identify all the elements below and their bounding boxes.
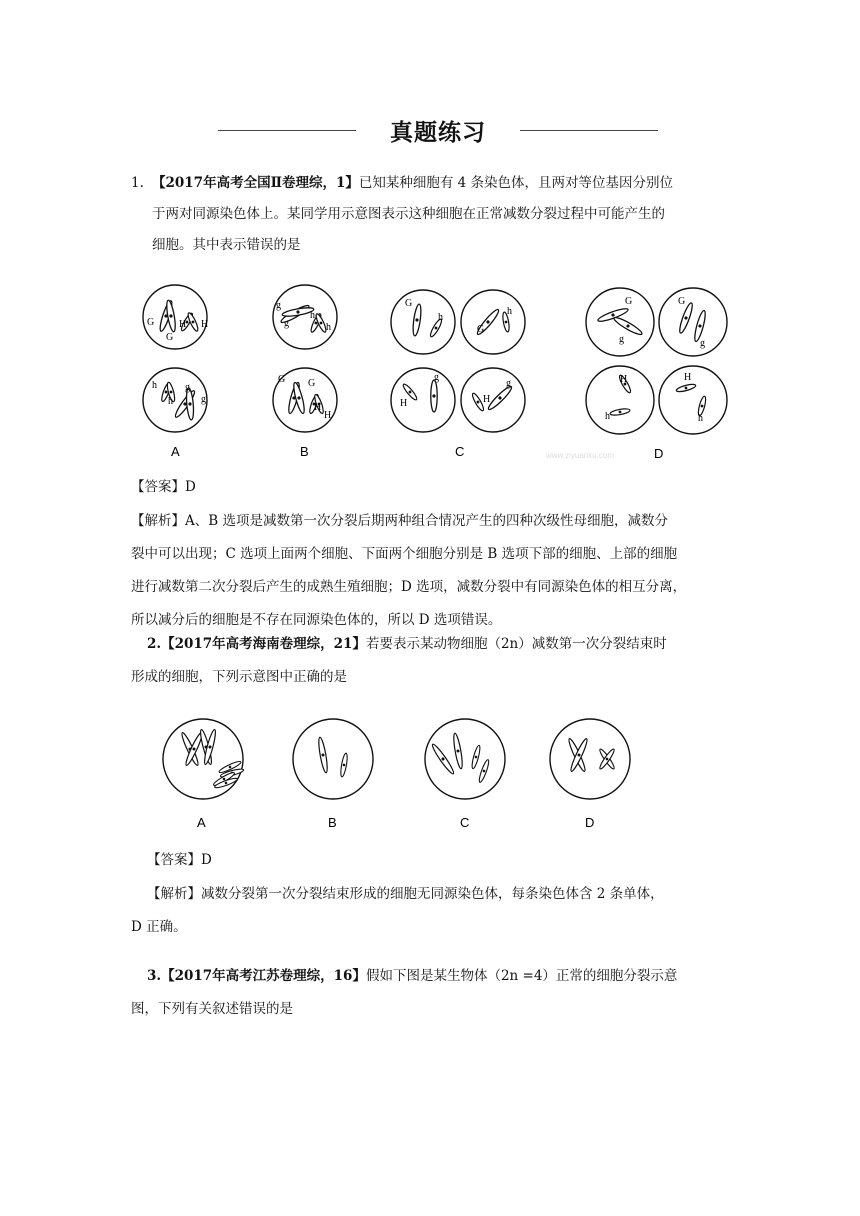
question-2 [131, 628, 731, 694]
analysis-line: 进行减数第二次分裂后产生的成熟生殖细胞；D 选项，减数分裂中有同源染色体的相互分离， [131, 579, 687, 595]
gene-label: G [405, 298, 413, 309]
question-1-analysis [131, 505, 731, 637]
q2-option-c [425, 719, 505, 830]
question-3-line1-text: 假如下图是某生物体（2n =4）正常的细胞分裂示意 [365, 968, 678, 984]
gene-label: g [201, 394, 206, 405]
gene-label: H [684, 372, 692, 383]
option-b-label: B [300, 444, 309, 459]
gene-label: h [326, 322, 331, 333]
gene-label: g [434, 372, 439, 383]
option-d-cells [586, 288, 727, 461]
q2-option-d-label: D [585, 815, 595, 830]
analysis-line: 裂中可以出现；C 选项上面两个细胞、下面两个细胞分别是 B 选项下部的细胞、上部的细胞 [131, 546, 678, 562]
question-2-line2: 形成的细胞，下列示意图中正确的是 [131, 669, 347, 685]
option-b-cells [273, 285, 337, 459]
gene-label: h [310, 310, 315, 321]
gene-label: h [152, 380, 157, 391]
title-rule-left [218, 130, 356, 131]
watermark-text: www.ziyuanku.com [546, 451, 615, 460]
question-1-line1 [131, 168, 721, 199]
page-title: 真题练习 [390, 119, 486, 146]
analysis-line: D 正确。 [131, 919, 187, 935]
question-2-source: 2.【2017年高考海南卷理综，21】 [147, 636, 366, 652]
gene-label: G [678, 296, 686, 307]
title-row [218, 110, 658, 150]
question-1-number: 1. [131, 175, 144, 191]
question-2-line1 [131, 628, 731, 661]
analysis-line: 所以减分后的细胞是不存在同源染色体的，所以 D 选项错误。 [131, 612, 502, 628]
gene-label: G [278, 374, 286, 385]
figure-1-meiosis-cells [138, 280, 728, 470]
gene-label: G [147, 317, 155, 328]
gene-label: H [324, 410, 332, 421]
question-1-source: 【2017年高考全国Ⅱ卷理综，1】 [152, 175, 359, 191]
option-a-label: A [171, 444, 180, 459]
option-c-cells [391, 290, 525, 459]
gene-label: g [506, 378, 511, 389]
gene-label: g [284, 318, 289, 329]
gene-label: G [166, 332, 174, 343]
gene-label: h [698, 413, 703, 424]
question-1-answer: 【答案】D [131, 479, 196, 495]
question-3-line2: 图，下列有关叙述错误的是 [131, 1001, 293, 1017]
question-3-source: 3.【2017年高考江苏卷理综，16】 [147, 968, 366, 984]
q2-option-c-label: C [460, 815, 470, 830]
question-2-analysis [131, 878, 731, 944]
gene-label: H [314, 402, 322, 413]
gene-label: h [507, 306, 512, 317]
question-1-line3: 细胞。其中表示错误的是 [152, 237, 301, 253]
gene-label: H [483, 394, 491, 405]
option-d-label: D [654, 446, 664, 461]
gene-label: H [201, 319, 209, 330]
gene-label: h [168, 396, 173, 407]
q2-option-b [293, 719, 373, 830]
title-rule-right [520, 130, 658, 131]
question-1-line2: 于两对同源染色体上。某同学用示意图表示这种细胞在正常减数分裂过程中可能产生的 [152, 206, 665, 222]
option-a-cells [143, 285, 208, 459]
question-1-line1-text: 已知某种细胞有 4 条染色体，且两对等位基因分别位 [358, 175, 674, 191]
figure-2-meiosis-cells [160, 715, 640, 835]
gene-label: g [619, 334, 624, 345]
option-c-label: C [455, 444, 465, 459]
gene-label: H [620, 374, 628, 385]
gene-label: G [625, 296, 633, 307]
gene-label: g [185, 382, 190, 393]
analysis-line: 【解析】A、B 选项是减数第一次分裂后期两种组合情况产生的四种次级性母细胞，减数分 [131, 513, 668, 529]
gene-label: g [700, 338, 705, 349]
question-3 [131, 960, 731, 1026]
question-1 [131, 168, 721, 261]
gene-label: g [276, 300, 281, 311]
question-2-answer: 【答案】D [147, 852, 212, 868]
gene-label: G [308, 378, 316, 389]
gene-label: H [179, 319, 187, 330]
question-2-answer-block [131, 845, 731, 876]
q2-option-d [550, 719, 630, 830]
question-2-line1-text: 若要表示某动物细胞（2n）减数第一次分裂结束时 [365, 636, 667, 652]
q2-option-a-label: A [197, 815, 206, 830]
question-3-line1 [131, 960, 731, 993]
gene-label: G [477, 324, 485, 335]
gene-label: H [400, 398, 408, 409]
analysis-line: 【解析】减数分裂第一次分裂结束形成的细胞无同源染色体，每条染色体含 2 条单体， [147, 886, 664, 902]
gene-label: h [438, 312, 443, 323]
q2-option-b-label: B [328, 815, 337, 830]
gene-label: h [605, 411, 610, 422]
q2-option-a [163, 719, 244, 830]
